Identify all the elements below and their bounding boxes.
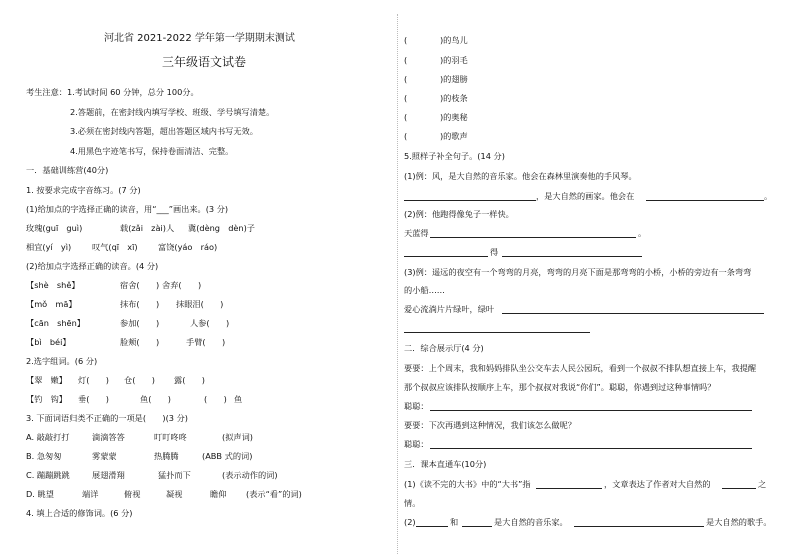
char-group: 【翠 嫩】 bbox=[26, 375, 67, 385]
fill-text: 爱心流淌片片绿叶，绿叶 bbox=[404, 304, 495, 314]
pinyin-group: 【bì béi】 bbox=[26, 337, 71, 347]
question-text: 是大自然的音乐家。 bbox=[494, 517, 568, 527]
answer-blank[interactable] bbox=[430, 237, 636, 238]
option-word: 凝视 bbox=[166, 489, 183, 499]
fill-item: 宿舍( ) bbox=[120, 280, 160, 290]
option-note: (ABB 式的词) bbox=[202, 451, 253, 461]
fill-item: 鱼( ) bbox=[140, 394, 171, 404]
option-note: (表示动作的词) bbox=[222, 470, 278, 480]
question-5-3-cont: 的小船…… bbox=[404, 285, 445, 295]
option-word: 叮叮咚咚 bbox=[154, 432, 187, 442]
option-note: (拟声词) bbox=[222, 432, 253, 442]
modifier-item: ( )的歌声 bbox=[404, 131, 468, 141]
answer-blank[interactable] bbox=[462, 526, 492, 527]
char-group: 【钓 钩】 bbox=[26, 394, 67, 404]
answer-blank[interactable] bbox=[416, 526, 448, 527]
option-d: D. 眺望 bbox=[26, 489, 54, 499]
fill-item: 鱼 bbox=[234, 394, 243, 404]
fill-item: 参加( ) bbox=[120, 318, 160, 328]
question-text: (1)《读不完的大书》中的“大书”指 bbox=[404, 479, 531, 489]
answer-blank[interactable] bbox=[574, 526, 704, 527]
question-4: 4. 填上合适的修饰词。(6 分) bbox=[26, 508, 133, 518]
answer-blank[interactable] bbox=[404, 332, 590, 333]
modifier-item: ( )的翅膀 bbox=[404, 74, 468, 84]
pinyin-item: 载(zǎi zài)人 bbox=[120, 223, 175, 233]
notice-line-2: 2.答题前，在密封线内填写学校、班级、学号填写清楚。 bbox=[70, 107, 275, 117]
fill-item: 人参( ) bbox=[190, 318, 230, 328]
answer-blank[interactable] bbox=[404, 200, 536, 201]
pinyin-item: 玫瑰(guī guì) bbox=[26, 223, 83, 233]
fill-item: 露( ) bbox=[174, 375, 205, 385]
answer-blank[interactable] bbox=[430, 410, 752, 411]
option-a: A. 敲敲打打 bbox=[26, 432, 70, 442]
speaker-label: 聪聪： bbox=[404, 401, 429, 411]
fill-item: 垂( ) bbox=[78, 394, 109, 404]
option-word: 俯视 bbox=[124, 489, 141, 499]
fill-text: 得 bbox=[490, 247, 499, 257]
question-5-1: (1)例：风，是大自然的音乐家。他会在森林里演奏他的手风琴。 bbox=[404, 171, 637, 181]
fill-item: ( ) bbox=[204, 394, 227, 404]
question-text: 之 bbox=[758, 479, 767, 489]
question-1-2: (2)给加点字选择正确的读音。(4 分) bbox=[26, 261, 159, 271]
dialogue-line: 要要：上个周末，我和妈妈排队坐公交车去人民公园玩，看到一个叔叔不排队想直接上车，我提醒 bbox=[404, 363, 757, 373]
pinyin-group: 【mǒ mā】 bbox=[26, 299, 77, 309]
question-1-1: (1)给加点的字选择正确的读音，用“___”画出来。(3 分) bbox=[26, 204, 229, 214]
section-3-heading: 三．课本直通车(10分) bbox=[404, 459, 487, 469]
exam-subtitle: 三年级语文试卷 bbox=[162, 55, 247, 69]
speaker-label: 聪聪： bbox=[404, 439, 429, 449]
modifier-item: ( )的奥秘 bbox=[404, 112, 468, 122]
answer-blank[interactable] bbox=[502, 256, 642, 257]
option-word: 端详 bbox=[82, 489, 99, 499]
fill-item: 手臂( ) bbox=[186, 337, 226, 347]
option-note: (表示“看”的词) bbox=[246, 489, 302, 499]
modifier-item: ( )的鸟儿 bbox=[404, 35, 468, 45]
fill-item: 灯( ) bbox=[78, 375, 109, 385]
pinyin-item: 冀(dèng dèn)子 bbox=[188, 223, 255, 233]
question-2: 2.选字组词。(6 分) bbox=[26, 356, 98, 366]
fill-end: 。 bbox=[764, 191, 773, 201]
pinyin-group: 【shè shě】 bbox=[26, 280, 80, 290]
fill-text: 天蓝得 bbox=[404, 228, 429, 238]
question-1: 1. 按要求完成字音练习。(7 分) bbox=[26, 185, 141, 195]
question-5-2: (2)例：他跑得像兔子一样快。 bbox=[404, 209, 514, 219]
answer-blank[interactable] bbox=[536, 488, 602, 489]
section-1-heading: 一．基础训练营(40分) bbox=[26, 165, 109, 175]
fill-item: 抹眼泪( ) bbox=[176, 299, 224, 309]
option-c: C. 蹦蹦跳跳 bbox=[26, 470, 70, 480]
modifier-item: ( )的羽毛 bbox=[404, 55, 468, 65]
fill-end: 。 bbox=[638, 228, 647, 238]
question-5: 5.照样子补全句子。(14 分) bbox=[404, 151, 505, 161]
notice-line-3: 3.必须在密封线内答题，超出答题区域内书写无效。 bbox=[70, 126, 258, 136]
option-word: 滴滴答答 bbox=[92, 432, 125, 442]
answer-blank[interactable] bbox=[646, 200, 764, 201]
modifier-item: ( )的枝条 bbox=[404, 93, 468, 103]
pinyin-item: 相宜(yí yì) bbox=[26, 242, 72, 252]
question-text: (2) bbox=[404, 517, 416, 527]
option-word: 展翅滑翔 bbox=[92, 470, 125, 480]
fill-item: 抹布( ) bbox=[120, 299, 160, 309]
fill-item: 脸颊( ) bbox=[120, 337, 160, 347]
answer-blank[interactable] bbox=[722, 488, 756, 489]
option-word: 猛扑而下 bbox=[158, 470, 191, 480]
question-text: 是大自然的歌手。 bbox=[706, 517, 772, 527]
question-5-3: (3)例：遥远的夜空有一个弯弯的月亮，弯弯的月亮下面是那弯弯的小桥，小桥的旁边有一条弯弯 bbox=[404, 267, 752, 277]
pinyin-item: 富饶(yáo ráo) bbox=[158, 242, 218, 252]
option-b: B. 急匆匆 bbox=[26, 451, 62, 461]
fill-text: ，是大自然的画家。他会在 bbox=[536, 191, 635, 201]
answer-blank[interactable] bbox=[502, 313, 764, 314]
pinyin-group: 【cān shēn】 bbox=[26, 318, 85, 328]
option-word: 热腾腾 bbox=[154, 451, 179, 461]
dialogue-line: 要要：下次再遇到这种情况，我们该怎么做呢？ bbox=[404, 420, 576, 430]
answer-blank[interactable] bbox=[404, 256, 488, 257]
question-text: 情。 bbox=[404, 498, 421, 508]
fill-item: 仓( ) bbox=[124, 375, 155, 385]
section-2-heading: 二．综合展示厅(4 分) bbox=[404, 343, 484, 353]
option-word: 雾蒙蒙 bbox=[92, 451, 117, 461]
exam-title: 河北省 2021-2022 学年第一学期期末测试 bbox=[104, 33, 295, 44]
notice-line-1: 考生注意：1.考试时间 60 分钟，总分 100分。 bbox=[26, 87, 199, 97]
question-text: 和 bbox=[450, 517, 459, 527]
pinyin-item: 叹气(qī xī) bbox=[92, 242, 138, 252]
column-divider bbox=[397, 14, 398, 554]
notice-line-4: 4.用黑色字迹笔书写，保持卷面清洁、完整。 bbox=[70, 146, 234, 156]
answer-blank[interactable] bbox=[430, 448, 752, 449]
dialogue-line: 那个叔叔应该排队按顺序上车，那个叔叔对我说“你们”。聪聪，你遇到过这种事情吗？ bbox=[404, 382, 716, 392]
question-text: ，文章表达了作者对大自然的 bbox=[604, 479, 711, 489]
fill-item: 舍弃( ) bbox=[162, 280, 202, 290]
question-3: 3. 下面词语归类不正确的一项是( )(3 分) bbox=[26, 413, 189, 423]
option-word: 瞻仰 bbox=[210, 489, 227, 499]
